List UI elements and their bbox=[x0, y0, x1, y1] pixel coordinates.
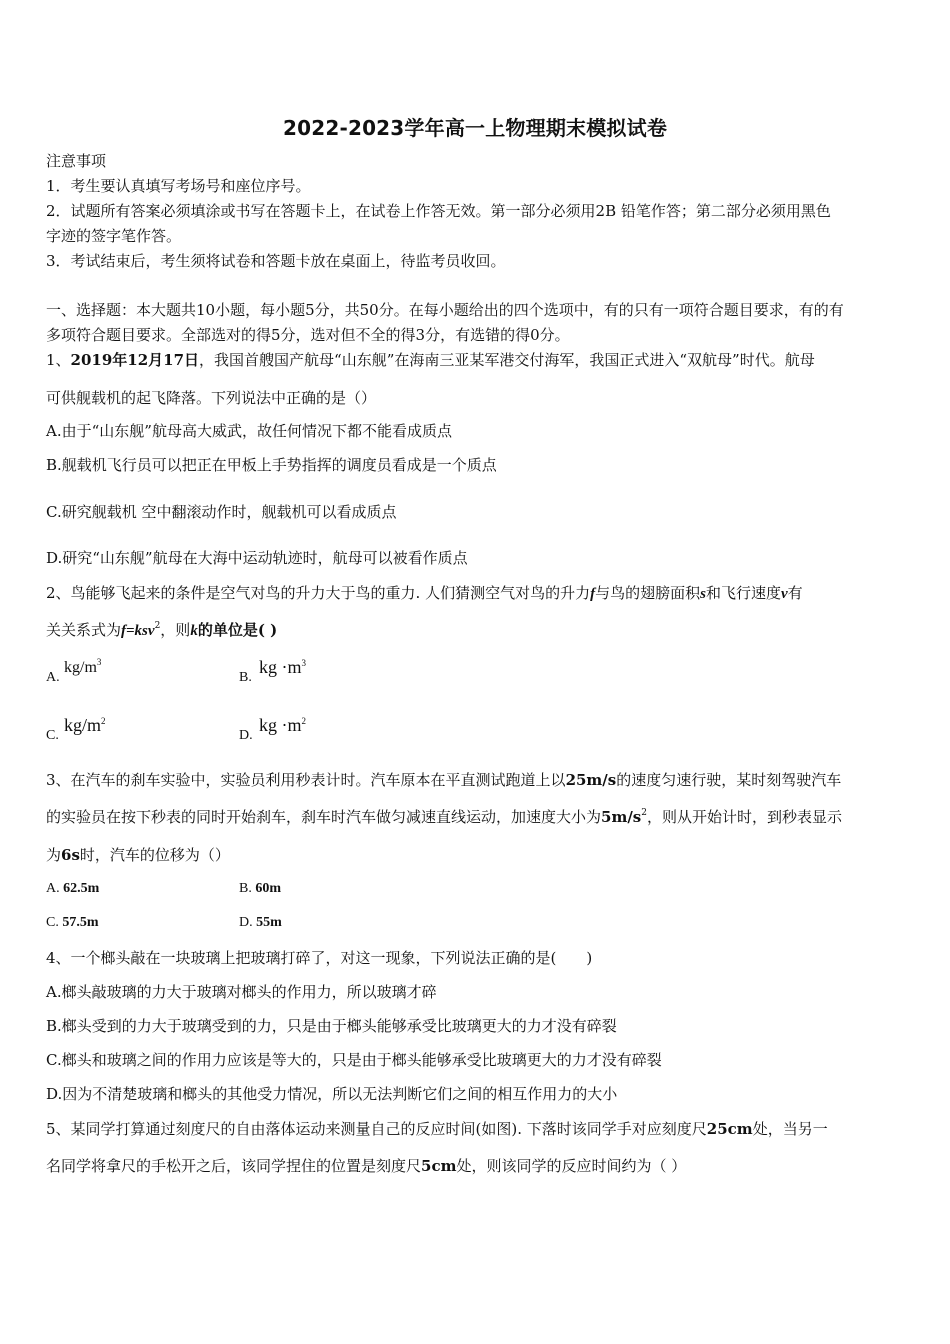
unit-exponent: 2 bbox=[301, 716, 306, 726]
stem-text: 的实验员在按下秒表的同时开始刹车，刹车时汽车做匀减速直线运动，加速度大小为 bbox=[46, 808, 602, 826]
option-letter: B. bbox=[239, 881, 252, 896]
acceleration-exponent: 2 bbox=[641, 808, 647, 818]
position-value: 25cm bbox=[706, 1120, 753, 1138]
option-value: 62.5m bbox=[63, 881, 100, 896]
question-3-option-c bbox=[46, 913, 99, 933]
question-4-option-c: C.榔头和玻璃之间的作用力应该是等大的，只是由于榔头能够承受比玻璃更大的力才没有碎裂 bbox=[46, 1051, 662, 1069]
unit-base: kg ·m bbox=[259, 657, 302, 677]
question-3-option-b bbox=[239, 879, 281, 899]
unit-exponent: 2 bbox=[101, 716, 106, 726]
position-value: 5cm bbox=[421, 1157, 457, 1175]
question-1-stem: 可供舰载机的起飞降落。下列说法中正确的是（） bbox=[46, 389, 377, 407]
section-instructions: 一、选择题：本大题共10小题，每小题5分，共50分。在每小题给出的四个选项中，有的只有一项符合题目要求，有的有 bbox=[46, 301, 844, 319]
formula-exponent: 2 bbox=[154, 621, 161, 631]
speed-value: 25m/s bbox=[565, 771, 617, 789]
question-2-option-c-letter: C. bbox=[46, 728, 59, 743]
question-5-stem bbox=[46, 1119, 910, 1139]
question-2-option-a-unit bbox=[64, 657, 101, 679]
symbol-v: v bbox=[780, 586, 788, 602]
option-letter: A. bbox=[46, 881, 60, 896]
page-title: 2022-2023学年高一上物理期末模拟试卷 bbox=[282, 116, 668, 140]
formula: f=ksv bbox=[121, 623, 155, 639]
stem-text: 3、在汽车的刹车实验中，实验员利用秒表计时。汽车原本在平直测试跑道上以 bbox=[46, 771, 566, 789]
question-4-option-a: A.榔头敲玻璃的力大于玻璃对榔头的作用力，所以玻璃才碎 bbox=[46, 983, 437, 1001]
stem-text: 的速度匀速行驶，某时刻驾驶汽车 bbox=[616, 771, 842, 789]
option-value: 55m bbox=[256, 915, 282, 930]
stem-text: 处，当另一 bbox=[752, 1120, 828, 1138]
stem-text: 的单位是( ) bbox=[197, 621, 278, 639]
question-2-option-a-letter: A. bbox=[46, 670, 60, 685]
question-3-stem bbox=[46, 770, 910, 790]
question-5-stem bbox=[46, 1156, 910, 1176]
question-1-option-b: B.舰载机飞行员可以把正在甲板上手势指挥的调度员看成是一个质点 bbox=[46, 456, 497, 474]
question-2-option-c-unit bbox=[64, 714, 106, 736]
symbol-k: k bbox=[190, 623, 198, 639]
unit-exponent: 3 bbox=[96, 657, 102, 667]
notice-item: 1．考生要认真填写考场号和座位序号。 bbox=[46, 177, 311, 195]
stem-text: 为 bbox=[46, 846, 62, 864]
unit-base: kg ·m bbox=[259, 715, 302, 735]
date-text: 2019年12月17日 bbox=[70, 351, 200, 369]
question-1-stem bbox=[46, 350, 910, 370]
stem-text: 处，则该同学的反应时间约为（ ） bbox=[456, 1157, 687, 1175]
option-value: 57.5m bbox=[62, 915, 99, 930]
option-letter: C. bbox=[46, 915, 59, 930]
stem-text: 时，汽车的位移为（） bbox=[79, 846, 230, 864]
question-4-stem: 4、一个榔头敲在一块玻璃上把玻璃打碎了，对这一现象，下列说法正确的是( ) bbox=[46, 949, 593, 967]
stem-text: 名同学将拿尺的手松开之后，该同学捏住的位置是刻度尺 bbox=[46, 1157, 422, 1175]
symbol-s: s bbox=[700, 586, 706, 602]
stem-text: 与鸟的翅膀面积 bbox=[595, 584, 701, 602]
section-instructions: 多项符合题目要求。全部选对的得5分，选对但不全的得3分，有选错的得0分。 bbox=[46, 326, 570, 344]
question-4-option-d: D.因为不清楚玻璃和榔头的其他受力情况，所以无法判断它们之间的相互作用力的大小 bbox=[46, 1085, 618, 1103]
unit-exponent: 3 bbox=[301, 658, 306, 668]
unit-base: kg/m bbox=[64, 659, 97, 676]
stem-text: ，则 bbox=[160, 621, 191, 639]
question-1-option-c: C.研究舰载机 空中翻滚动作时，舰载机可以看成质点 bbox=[46, 503, 397, 521]
question-2-stem bbox=[46, 620, 910, 641]
question-2-option-d-letter: D. bbox=[239, 728, 253, 743]
time-value: 6s bbox=[61, 846, 80, 864]
question-3-option-d bbox=[239, 913, 282, 933]
notice-item: 3．考试结束后，考生须将试卷和答题卡放在桌面上，待监考员收回。 bbox=[46, 252, 506, 270]
stem-text: ，则从开始计时，到秒表显示 bbox=[646, 808, 842, 826]
question-3-option-a bbox=[46, 879, 99, 899]
acceleration-value: 5m/s bbox=[601, 808, 642, 826]
notice-item: 字迹的签字笔作答。 bbox=[46, 227, 182, 245]
question-1-option-d: D.研究“山东舰”航母在大海中运动轨迹时，航母可以被看作质点 bbox=[46, 549, 468, 567]
question-4-option-b: B.榔头受到的力大于玻璃受到的力，只是由于榔头能够承受比玻璃更大的力才没有碎裂 bbox=[46, 1017, 617, 1035]
question-2-option-b-letter: B. bbox=[239, 670, 252, 685]
question-2-option-d-unit bbox=[259, 714, 306, 736]
unit-base: kg/m bbox=[64, 715, 102, 735]
symbol-f: f bbox=[590, 586, 596, 602]
stem-text: 2、鸟能够飞起来的条件是空气对鸟的升力大于鸟的重力. 人们猜测空气对鸟的升力 bbox=[46, 584, 591, 602]
stem-text: ，我国首艘国产航母“山东舰”在海南三亚某军港交付海军，我国正式进入“双航母”时代。航母 bbox=[199, 351, 815, 369]
stem-text: 和飞行速度 bbox=[705, 584, 781, 602]
stem-text: 5、某同学打算通过刻度尺的自由落体运动来测量自己的反应时间(如图). 下落时该同学手对应刻度尺 bbox=[46, 1120, 707, 1138]
option-value: 60m bbox=[255, 881, 282, 896]
notice-item: 2．试题所有答案必须填涂或书写在答题卡上，在试卷上作答无效。第一部分必须用2B 铅笔作答；第二部分必须用黑色 bbox=[46, 202, 831, 220]
question-1-option-a: A.由于“山东舰”航母高大威武，故任何情况下都不能看成质点 bbox=[46, 422, 452, 440]
stem-text: 有 bbox=[787, 584, 803, 602]
question-2-stem bbox=[46, 583, 910, 604]
question-3-stem bbox=[46, 807, 910, 827]
notice-heading: 注意事项 bbox=[46, 152, 107, 170]
stem-text: 关关系式为 bbox=[46, 621, 122, 639]
question-3-stem bbox=[46, 845, 910, 865]
question-number: 1、 bbox=[46, 351, 71, 369]
question-2-option-b-unit bbox=[259, 656, 306, 678]
option-letter: D. bbox=[239, 915, 253, 930]
